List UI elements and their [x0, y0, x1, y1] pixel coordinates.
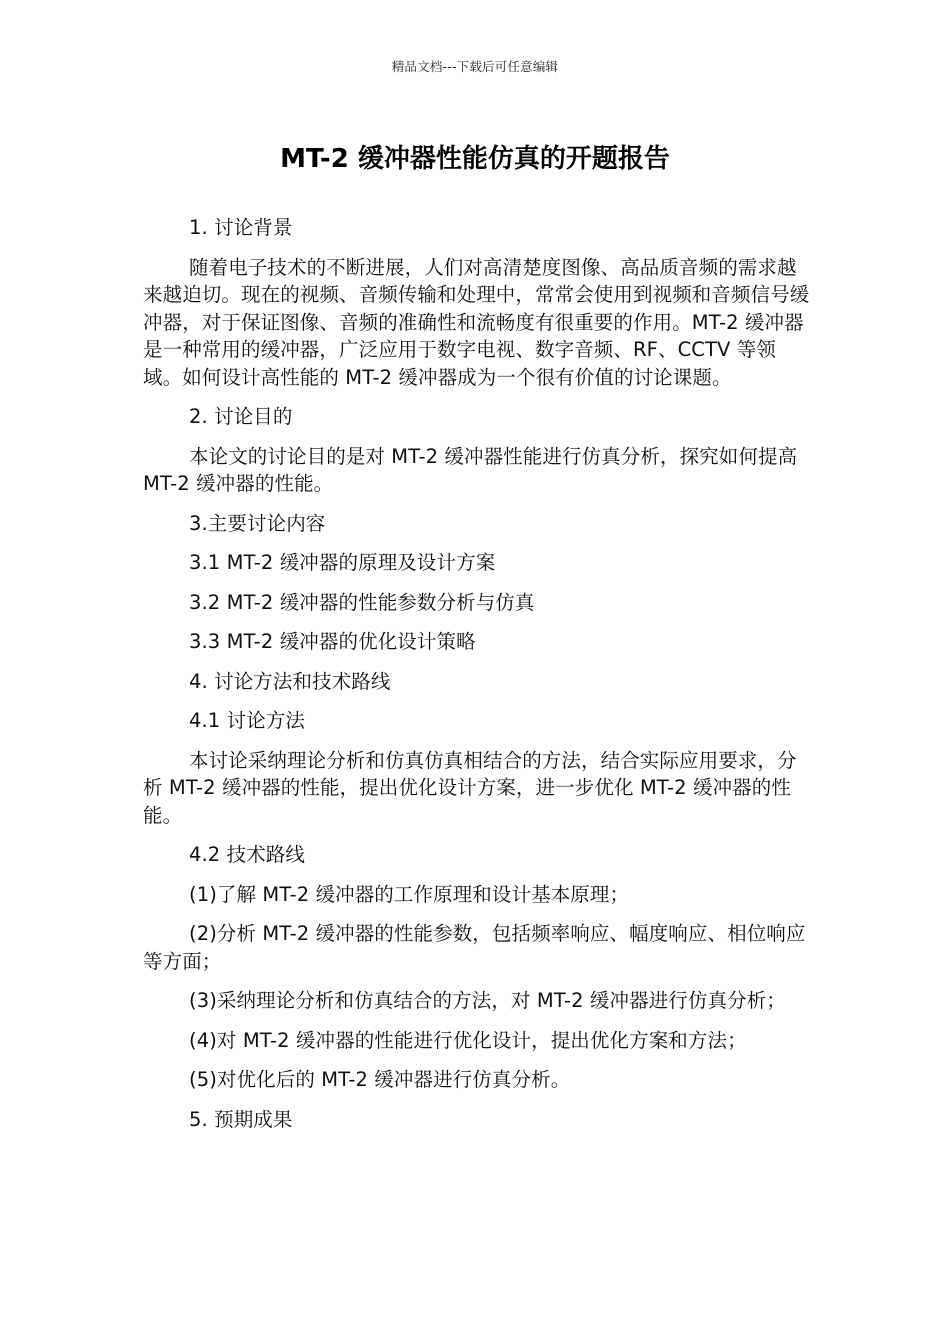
- item-3-1: 3.1 MT-2 缓冲器的原理及设计方案: [189, 551, 496, 574]
- route-step-4: (4)对 MT-2 缓冲器的性能进行优化设计，提出优化方案和方法；: [189, 1028, 747, 1052]
- document-title: MT-2 缓冲器性能仿真的开题报告: [280, 144, 670, 174]
- item-3-2: 3.2 MT-2 缓冲器的性能参数分析与仿真: [189, 590, 535, 614]
- heading-purpose: 2. 讨论目的: [189, 405, 293, 428]
- route-step-2: (2)分析 MT-2 缓冲器的性能参数，包括频率响应、幅度响应、相位响应等方面；: [143, 922, 806, 973]
- document-body: [143, 214, 815, 1145]
- heading-background: 1. 讨论背景: [189, 216, 293, 239]
- header-note: 精品文档---下载后可任意编辑: [391, 59, 559, 74]
- heading-4-2: 4.2 技术路线: [189, 843, 306, 866]
- heading-methods: 4. 讨论方法和技术路线: [189, 669, 391, 693]
- route-step-1: (1)了解 MT-2 缓冲器的工作原理和设计基本原理；: [189, 882, 630, 906]
- item-3-3: 3.3 MT-2 缓冲器的优化设计策略: [189, 630, 476, 653]
- heading-main-content: 3.主要讨论内容: [189, 511, 326, 535]
- paragraph-methods: 本讨论采纳理论分析和仿真仿真相结合的方法，结合实际应用要求，分析 MT-2 缓冲器的性能，提出优化设计方案，进一步优化 MT-2 缓冲器的性能。: [143, 748, 797, 827]
- heading-expected-results: 5. 预期成果: [189, 1107, 293, 1131]
- route-step-5: (5)对优化后的 MT-2 缓冲器进行仿真分析。: [189, 1068, 571, 1091]
- paragraph-purpose: 本论文的讨论目的是对 MT-2 缓冲器性能进行仿真分析，探究如何提高 MT-2 缓冲器的性能。: [143, 444, 798, 495]
- route-step-3: (3)采纳理论分析和仿真结合的方法，对 MT-2 缓冲器进行仿真分析；: [189, 989, 786, 1012]
- paragraph-background: 随着电子技术的不断进展，人们对高清楚度图像、高品质音频的需求越来越迫切。现在的视频、音频传输和处理中，常常会使用到视频和音频信号缓冲器，对于保证图像、音频的准确性和流畅度有很重要的作用。MT-2 缓冲器是一种常用的缓冲器，广泛应用于数字电视、数字音频、RF、CCTV 等领域。如何设计高性能的 MT-2 缓冲器成为一个很有价值的讨论课题。: [143, 255, 810, 389]
- heading-4-1: 4.1 讨论方法: [189, 709, 306, 732]
